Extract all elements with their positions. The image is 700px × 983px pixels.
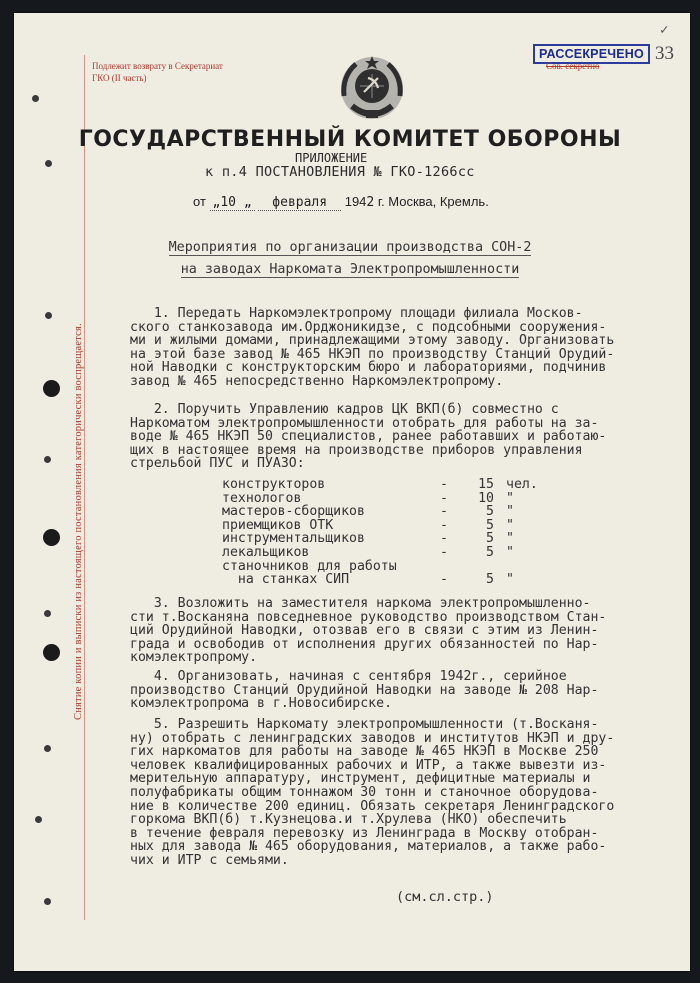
paragraph-5: 5. Разрешить Наркомату электропромышленности (т.Восканя- ну) отобрать с ленинградских заводов и институтов НКЭП и дру- гих наркоматов для работы на заводе № 465 НКЭП в Москве 250 человек квалифицированных рабочих и ИТР, а также вывезти из- мерительную аппаратуру, инструмент, дефицитные материалы и полуфабрикаты общим тоннажом 30 тонн и станочное оборудова- ние в количестве 200 единиц. Обязать секретаря Ленинградского горкома ВКП(б) т.Кузнецова.и т.Хрулева (НКО) обеспечить в течение февраля перевозку из Ленинграда в Москву отобран- ных для завода № 465 оборудования, материалов, а также рабо- чих и ИТР с семьями.: [130, 717, 615, 868]
copy-prohibition-note: Снятие копии и выписки из настоящего постановления категорически воспрещается.: [73, 323, 84, 720]
section-heading-line: на заводах Наркомата Электропромышленности: [180, 262, 520, 277]
binder-hole: [45, 160, 52, 167]
paragraph-3: 3. Возложить на заместителя наркома электропромышленно- сти т.Восканяна повседневное руководство производством Стан- ций Орудийной Наводки, отозвав его в связи с этим из Ленин- града и освободив от исполнения других обязанностей по Нар- комэлектропрому.: [130, 596, 607, 666]
date-suffix: г. Москва, Кремль.: [377, 194, 489, 209]
page-title: ГОСУДАРСТВЕННЫЙ КОМИТЕТ ОБОРОНЫ: [78, 127, 622, 152]
return-stamp-line: ГКО (II часть): [92, 73, 147, 83]
binder-hole: [44, 456, 51, 463]
binder-hole: [43, 529, 60, 546]
section-heading: [0, 260, 700, 280]
margin-rule: [84, 55, 85, 920]
date-month: февраля: [258, 195, 341, 211]
paragraph-2: 2. Поручить Управлению кадров ЦК ВКП(б) совместно с Наркоматом электропромышленности отобрать для работы на за- воде № 465 НКЭП 50 специалистов, ранее работавших и работаю- щих в настоящее время на производстве приборов управления стрельбой ПУС и ПУАЗО:: [130, 402, 607, 472]
date-year-prefix: 194: [344, 194, 367, 209]
paragraph-4: 4. Организовать, начиная с сентября 1942г., серийное производство Станций Орудийной Наводки на заводе № 208 Нар- комэлектропрома в г.Новосибирске.: [130, 669, 599, 712]
date-line: [193, 194, 489, 210]
check-mark-icon: ✓: [660, 22, 669, 38]
declassified-stamp: РАССЕКРЕЧЕНО: [533, 44, 650, 64]
binder-hole: [44, 745, 51, 752]
struck-classification: Сов. секретно: [546, 61, 600, 71]
state-emblem-icon: [338, 52, 406, 122]
appendix-label: ПРИЛОЖЕНИЕ: [295, 151, 368, 165]
page-number: 33: [655, 43, 674, 64]
date-year-digit: 2: [366, 195, 375, 210]
date-prefix: от: [193, 194, 206, 209]
section-heading-line: Мероприятия по организации производства СОН-2: [168, 240, 532, 255]
binder-hole: [35, 816, 42, 823]
binder-hole: [44, 610, 51, 617]
return-stamp-line: Подлежит возврату в Секретариат: [92, 61, 223, 71]
date-day: „10 „: [210, 195, 255, 211]
continuation-note: (см.сл.стр.): [396, 889, 494, 905]
paragraph-1: 1. Передать Наркомэлектропрому площади филиала Москов- ского станкозавода им.Орджоникидзе, с подсобными сооружения- ми и жилыми домами, принадлежащими этому заводу. Организовать на этой базе завод № 465 НКЭП по производству Станций Орудий- ной Наводки с конструкторским бюро и лабораториями, подчинив завод № 465 непосредственно Наркомэлектропрому.: [130, 306, 615, 389]
binder-hole: [43, 644, 60, 661]
section-heading: [0, 238, 700, 258]
binder-hole: [44, 898, 51, 905]
binder-hole: [43, 380, 60, 397]
return-stamp: [92, 60, 223, 84]
decree-reference: к п.4 ПОСТАНОВЛЕНИЯ № ГКО-1266сс: [205, 164, 475, 180]
binder-hole: [32, 95, 39, 102]
binder-hole: [45, 312, 52, 319]
